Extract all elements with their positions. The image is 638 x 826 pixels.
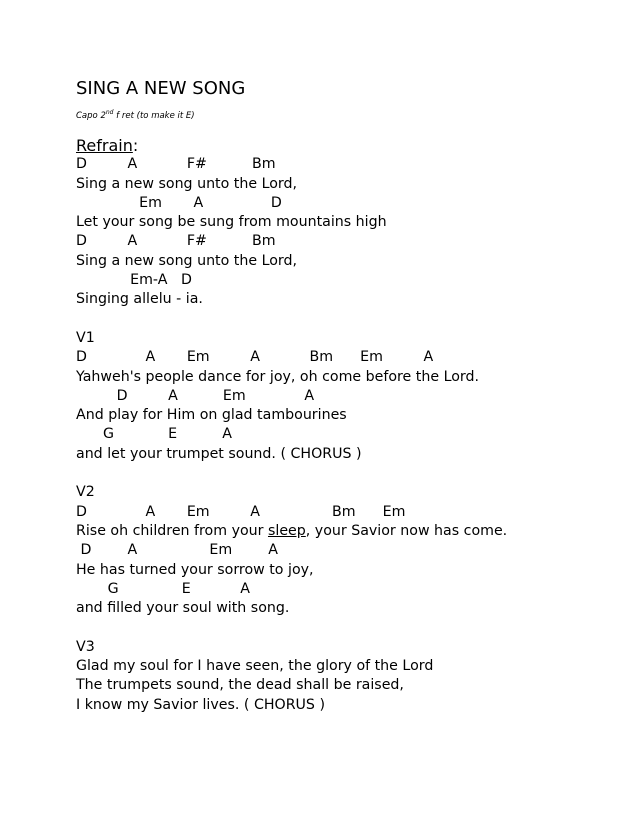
chord-line: D A F# Bm bbox=[76, 233, 276, 250]
capo-note-text: Capo 2 bbox=[76, 111, 106, 121]
underlined-word: sleep bbox=[267, 522, 306, 539]
lyric-line: Yahweh's people dance for joy, oh come before the Lord. bbox=[76, 368, 480, 385]
capo-note-rest: f ret (to make it E) bbox=[113, 111, 195, 121]
refrain-section bbox=[76, 155, 616, 309]
refrain-heading-colon: : bbox=[132, 136, 139, 155]
lyric-line bbox=[76, 522, 616, 541]
lyric-line: Sing a new song unto the Lord, bbox=[76, 175, 298, 192]
lyric-line: Glad my soul for I have seen, the glory of the Lord bbox=[76, 658, 434, 675]
refrain-heading bbox=[76, 136, 616, 155]
chord-line: D A F# Bm bbox=[76, 156, 276, 173]
chord-line: Em-A D bbox=[76, 272, 192, 289]
lyric-line: and filled your soul with song. bbox=[76, 600, 290, 617]
section-spacer bbox=[76, 618, 616, 637]
lyric-line: Sing a new song unto the Lord, bbox=[76, 252, 298, 269]
capo-note bbox=[76, 111, 195, 121]
lyric-line: Singing allelu - ia. bbox=[76, 291, 203, 308]
lyric-text: Rise oh children from your bbox=[76, 522, 268, 539]
chord-line: D A Em A Bm Em bbox=[76, 503, 406, 520]
lyric-line: He has turned your sorrow to joy, bbox=[76, 561, 314, 578]
verse-label: V2 bbox=[76, 484, 95, 501]
lyric-line: I know my Savior lives. ( CHORUS ) bbox=[76, 696, 325, 713]
verse-label: V1 bbox=[76, 329, 95, 346]
section-spacer bbox=[76, 310, 616, 329]
verse-1-section bbox=[76, 329, 616, 464]
verse-3-section bbox=[76, 638, 616, 715]
capo-ordinal-suffix: nd bbox=[105, 109, 114, 117]
song-title: SING A NEW SONG bbox=[76, 78, 246, 99]
lyric-line: The trumpets sound, the dead shall be raised, bbox=[76, 677, 404, 694]
refrain-heading-label: Refrain bbox=[76, 136, 133, 155]
chord-line: G E A bbox=[76, 580, 250, 597]
verse-2-section bbox=[76, 483, 616, 618]
section-spacer bbox=[76, 464, 616, 483]
lyric-line: Let your song be sung from mountains high bbox=[76, 214, 387, 231]
song-body bbox=[76, 136, 616, 715]
chord-line: D A Em A bbox=[76, 387, 315, 404]
chord-line: Em A D bbox=[76, 194, 282, 211]
chord-line: D A Em A bbox=[76, 542, 278, 559]
lyric-line: And play for Him on glad tambourines bbox=[76, 407, 347, 424]
lyric-text: , your Savior now has come. bbox=[305, 522, 508, 539]
verse-label: V3 bbox=[76, 638, 95, 655]
lyric-line: and let your trumpet sound. ( CHORUS ) bbox=[76, 445, 362, 462]
chord-line: G E A bbox=[76, 426, 232, 443]
chord-line: D A Em A Bm Em A bbox=[76, 349, 434, 366]
